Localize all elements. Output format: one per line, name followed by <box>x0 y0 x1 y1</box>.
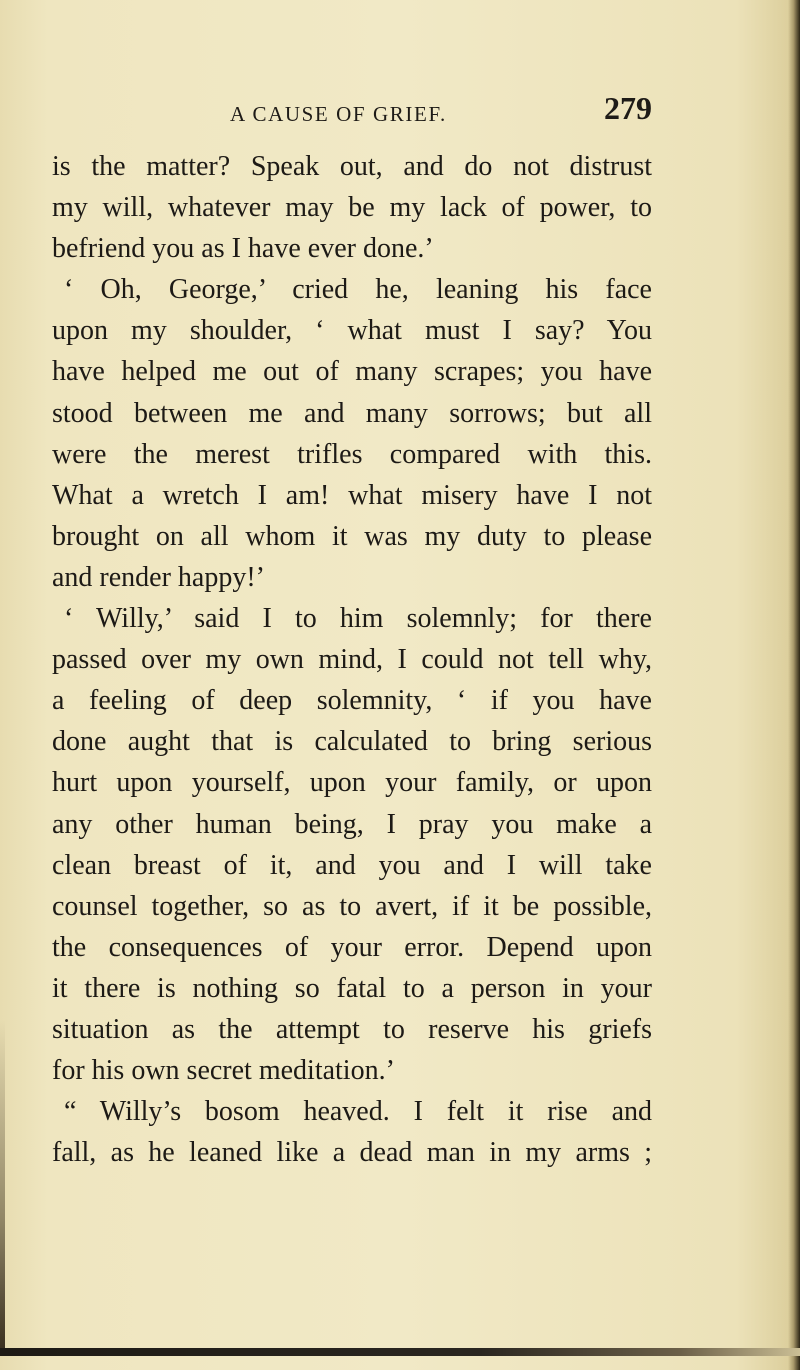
text-line: any other human being, I pray you make a <box>52 808 652 840</box>
binding-shadow <box>0 1020 5 1350</box>
page-edge-shadow <box>788 0 800 1370</box>
text-line: situation as the attempt to reserve his griefs <box>52 1013 652 1045</box>
text-line: hurt upon yourself, upon your family, or upon <box>52 767 652 799</box>
text-line: passed over my own mind, I could not tell why, <box>52 644 652 676</box>
body-text <box>52 146 652 1173</box>
text-line: a feeling of deep solemnity, ‘ if you have <box>52 685 652 717</box>
text-line: the consequences of your error. Depend upon <box>52 931 652 963</box>
chapter-title: A CAUSE OF GRIEF. <box>230 102 447 126</box>
text-line: brought on all whom it was my duty to please <box>52 520 652 552</box>
text-line: clean breast of it, and you and I will take <box>52 849 652 881</box>
text-line: is the matter? Speak out, and do not distrust <box>52 151 652 182</box>
text-line: ‘ Willy,’ said I to him solemnly; for there <box>64 603 652 635</box>
text-line: and render happy!’ <box>52 561 266 593</box>
bottom-edge-rule <box>0 1348 800 1356</box>
text-line: befriend you as I have ever done.’ <box>52 233 434 265</box>
text-line: have helped me out of many scrapes; you have <box>52 356 652 388</box>
text-line: What a wretch I am! what misery have I not <box>52 479 652 511</box>
text-line: upon my shoulder, ‘ what must I say? You <box>52 315 652 347</box>
text-line: done aught that is calculated to bring serious <box>52 726 652 758</box>
page-number: 279 <box>604 90 652 126</box>
text-line: my will, whatever may be my lack of power, to <box>52 192 652 224</box>
text-line: for his own secret meditation.’ <box>52 1055 395 1087</box>
text-line: “ Willy’s bosom heaved. I felt it rise and <box>64 1096 652 1128</box>
text-line: counsel together, so as to avert, if it be possible, <box>52 890 652 922</box>
text-line: fall, as he leaned like a dead man in my arms ; <box>52 1137 652 1169</box>
text-line: were the merest trifles compared with this. <box>52 438 652 470</box>
running-head <box>52 90 652 136</box>
text-line: it there is nothing so fatal to a person in your <box>52 972 652 1004</box>
text-line: stood between me and many sorrows; but all <box>52 397 652 429</box>
text-line: ‘ Oh, George,’ cried he, leaning his face <box>64 274 652 306</box>
